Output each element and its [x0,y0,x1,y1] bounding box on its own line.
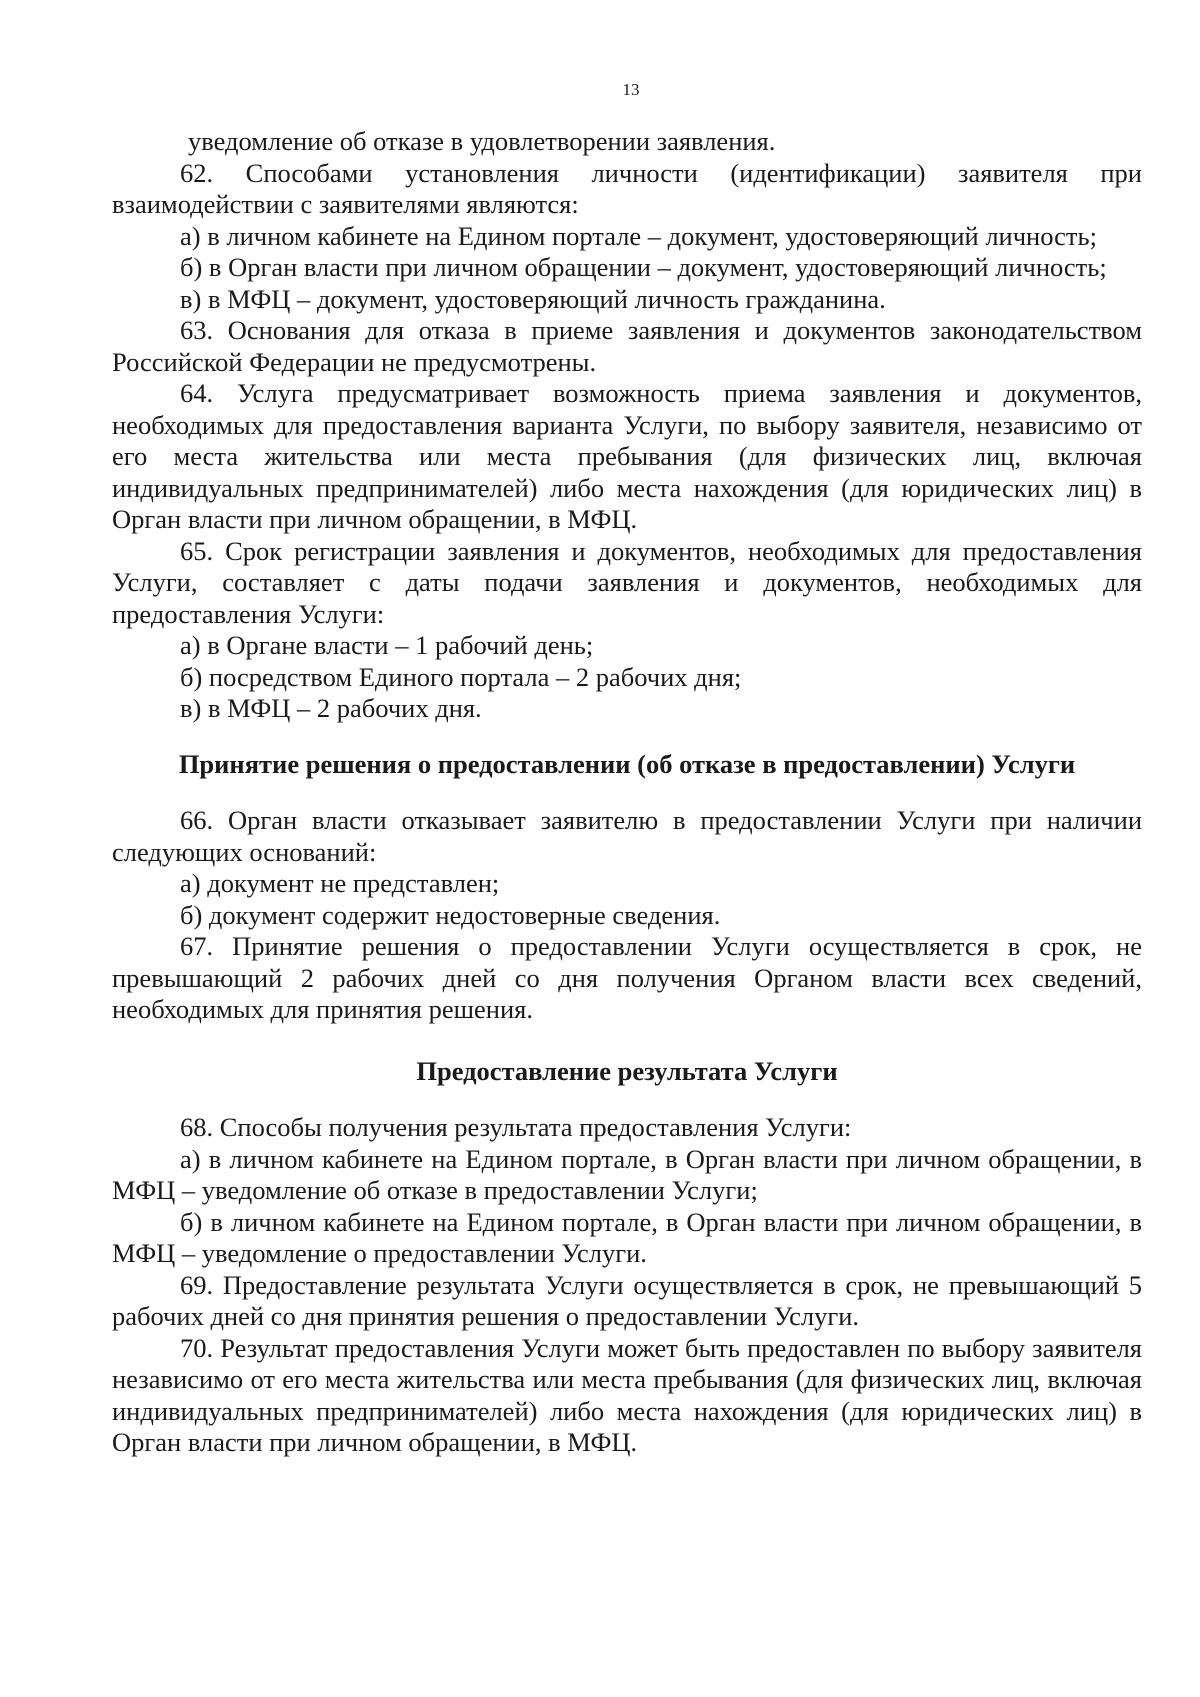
list-item-68a: а) в личном кабинете на Едином портале, в Орган власти при личном обращении, в МФЦ – уведомление об отказе в предоставлении Услуги; [112,1143,1142,1205]
list-item-68b: б) в личном кабинете на Едином портале, в Орган власти при личном обращении, в МФЦ – уведомление о предоставлении Услуги. [112,1206,1142,1268]
list-item-66a: а) документ не представлен; [180,868,500,898]
list-item-62b: б) в Орган власти при личном обращении – документ, удостоверяющий личность; [180,252,1107,282]
paragraph-62: 62. Способами установления личности (идентификации) заявителя при взаимодействии с заявителями являются: [112,157,1142,219]
list-item-62a: а) в личном кабинете на Едином портале – документ, удостоверяющий личность; [180,220,1097,251]
section-heading-decision: Принятие решения о предоставлении (об отказе в предоставлении) Услуги [178,748,1076,779]
list-item-66b: б) документ содержит недостоверные сведения. [180,899,721,930]
paragraph-70: 70. Результат предоставления Услуги может быть предоставлен по выбору заявителя независимо от его места жительства или места пребывания (для физических лиц, включая индивидуальных предпринимателей) либо места нахождения (для юридических лиц) в Орган власти при личном обращении, в МФЦ. [112,1332,1142,1457]
paragraph-69: 69. Предоставление результата Услуги осуществляется в срок, не превышающий 5 рабочих дней со дня принятия решения о предоставлении Услуги. [112,1269,1142,1331]
list-item-65b: б) посредством Единого портала – 2 рабочих дня; [180,661,742,692]
list-item-62c: в) в МФЦ – документ, удостоверяющий личность гражданина. [180,283,886,314]
paragraph-67: 67. Принятие решения о предоставлении Услуги осуществляется в срок, не превышающий 2 рабочих дней со дня получения Органом власти всех сведений, необходимых для принятия решения. [112,931,1142,1024]
paragraph-68: 68. Способы получения результата предоставления Услуги: [180,1112,852,1142]
list-item-65a: а) в Органе власти – 1 рабочий день; [180,630,594,660]
paragraph-65: 65. Срок регистрации заявления и документов, необходимых для предоставления Услуги, составляет с даты подачи заявления и документов, необходимых для предоставления Услуги: [112,535,1142,629]
paragraph-64: 64. Услуга предусматривает возможность приема заявления и документов, необходимых для предоставления варианта Услуги, по выбору заявителя, независимо от его места жительства или места пребывания (для физических лиц, включая индивидуальных предпринимателей) либо места нахождения (для юридических лиц) в Орган власти при личном обращении, в МФЦ. [112,378,1142,534]
list-item-65c: в) в МФЦ – 2 рабочих дня. [180,693,482,723]
paragraph-continuation: уведомление об отказе в удовлетворении заявления. [188,126,776,156]
page-number: 13 [622,80,640,99]
paragraph-66: 66. Орган власти отказывает заявителю в предоставлении Услуги при наличии следующих оснований: [112,805,1142,867]
document-body [112,126,1142,1459]
section-heading-result: Предоставление результата Услуги [416,1055,838,1086]
paragraph-63: 63. Основания для отказа в приеме заявления и документов законодательством Российской Федерации не предусмотрены. [112,315,1142,377]
